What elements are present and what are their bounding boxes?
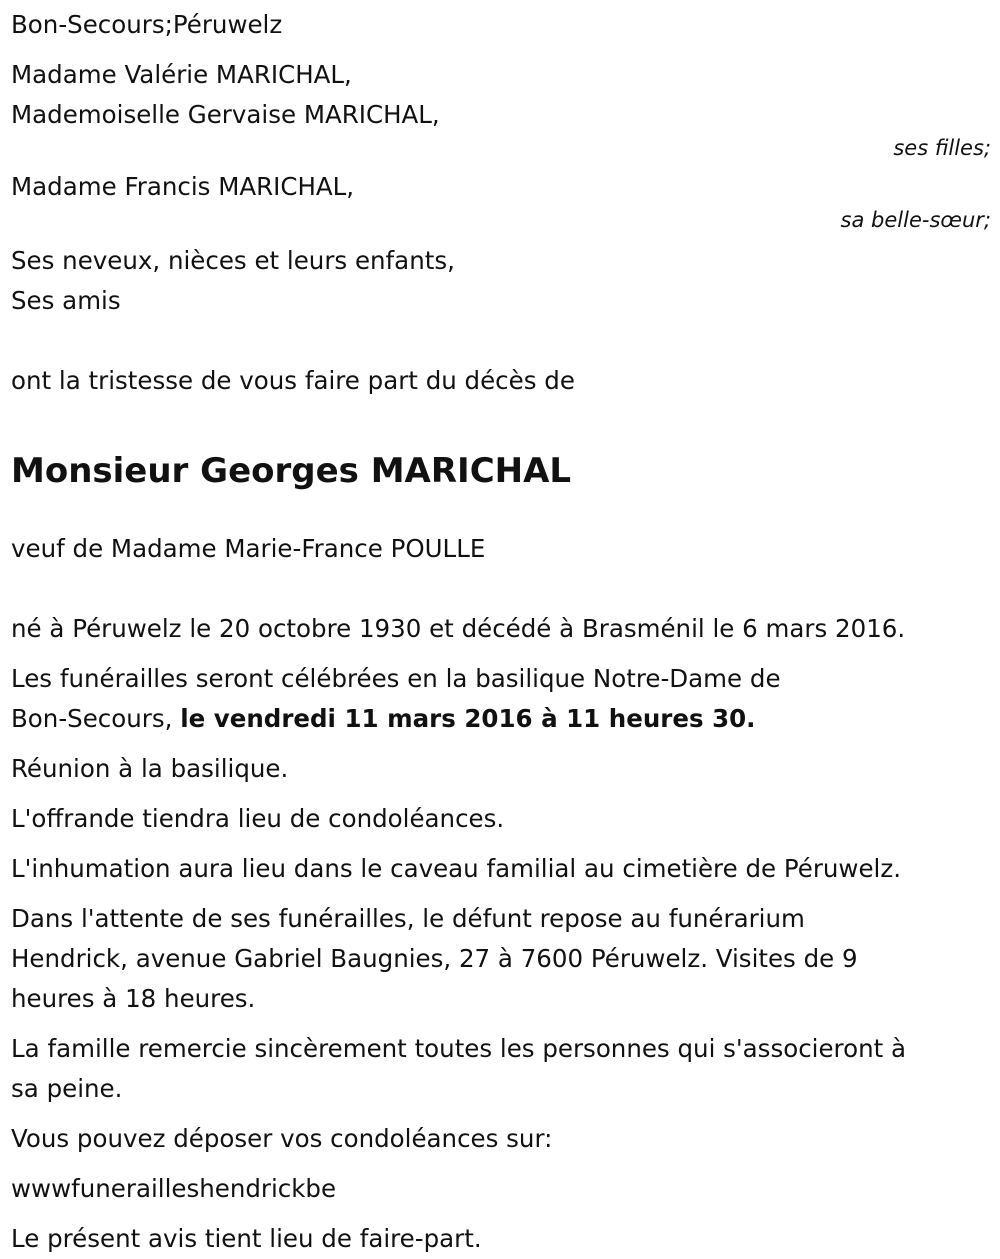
daughter-name: Madame Valérie MARICHAL, (11, 60, 352, 89)
funeral-paragraph (11, 659, 991, 739)
visitation-line: heures à 18 heures. (11, 984, 256, 1013)
sister-in-law-name: Madame Francis MARICHAL, (11, 172, 355, 201)
deceased-name: Monsieur Georges MARICHAL (11, 451, 572, 491)
announcement-line: ont la tristesse de vous faire part du décès de (11, 366, 575, 395)
widower-line: veuf de Madame Marie-France POULLE (11, 534, 486, 563)
birth-death-line: né à Péruwelz le 20 octobre 1930 et décédé à Brasménil le 6 mars 2016. (11, 614, 906, 643)
funeral-datetime: le vendredi 11 mars 2016 à 11 heures 30. (180, 704, 756, 733)
relatives-block (11, 241, 991, 321)
friends-line: Ses amis (11, 286, 121, 315)
visitation-line: Hendrick, avenue Gabriel Baugnies, 27 à 7600 Péruwelz. Visites de 9 (11, 944, 858, 973)
funeral-line (11, 699, 991, 739)
daughters-block (11, 55, 991, 163)
relation-label: sa belle-sœur; (840, 208, 991, 232)
thanks-line: La famille remercie sincèrement toutes les personnes qui s'associeront à (11, 1034, 907, 1063)
funeral-location: Bon-Secours, (11, 704, 181, 733)
location-line: Bon-Secours;Péruwelz (11, 10, 283, 39)
daughter-name: Mademoiselle Gervaise MARICHAL, (11, 100, 440, 129)
obituary-notice (11, 5, 991, 1259)
visitation-paragraph (11, 899, 991, 1019)
sister-in-law-block (11, 167, 991, 235)
funeral-line: Les funérailles seront célébrées en la basilique Notre-Dame de (11, 664, 781, 693)
meeting-line: Réunion à la basilique. (11, 754, 289, 783)
closing-line: Le présent avis tient lieu de faire-part. (11, 1224, 482, 1253)
offering-line: L'offrande tiendra lieu de condoléances. (11, 804, 505, 833)
thanks-line: sa peine. (11, 1074, 123, 1103)
thanks-paragraph (11, 1029, 991, 1109)
condolences-label: Vous pouvez déposer vos condoléances sur: (11, 1124, 553, 1153)
visitation-line: Dans l'attente de ses funérailles, le défunt repose au funérarium (11, 904, 805, 933)
relation-label: ses filles; (893, 136, 991, 160)
relatives-line: Ses neveux, nièces et leurs enfants, (11, 246, 455, 275)
website-text: wwwfunerailleshendrickbe (11, 1174, 337, 1203)
burial-line: L'inhumation aura lieu dans le caveau familial au cimetière de Péruwelz. (11, 854, 902, 883)
